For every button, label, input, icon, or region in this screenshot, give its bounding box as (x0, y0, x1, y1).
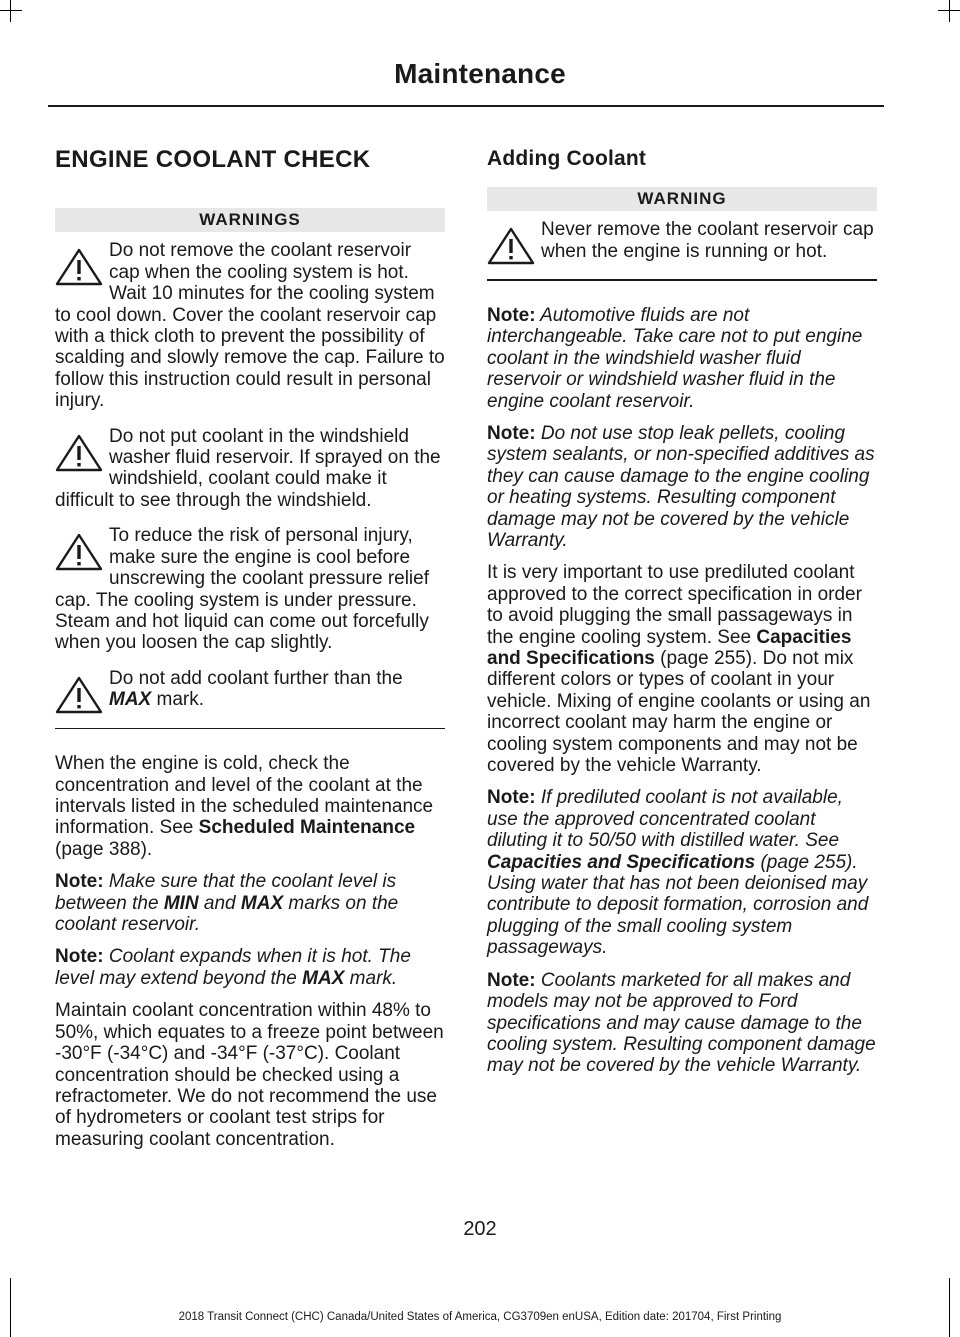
warning-item (55, 426, 445, 513)
crop-mark (938, 10, 960, 11)
warning-triangle-icon (55, 248, 103, 286)
paragraph: Maintain coolant concentration within 48% to 50%, which equates to a freeze point between -30°F (-34°C) and -34°F (-37°C). Coolant concentration should be checked using a refractometer. We do not recommend the use of hydrometers or coolant test strips for measuring coolant concentration. (55, 1000, 444, 1150)
warning-item (55, 668, 445, 715)
warning-text: Do not put coolant in the windshield washer fluid reservoir. If sprayed on the windshield, coolant could make it difficult to see through the windshield. (55, 425, 441, 511)
warnings-banner: WARNINGS (55, 208, 445, 232)
page-number: 202 (463, 1218, 497, 1240)
warnings-end-rule (55, 728, 445, 730)
section-header: Maintenance (394, 58, 566, 89)
left-column (55, 140, 445, 1161)
warning-end-rule (487, 279, 877, 281)
crop-mark (949, 1278, 950, 1337)
warning-triangle-icon (55, 533, 103, 571)
warning-text: Do not remove the coolant reservoir cap when the cooling system is hot. Wait 10 minutes for the cooling system to cool down. Cover the coolant reservoir cap with a thick cloth to prevent the possibility of scalding and slowly remove the cap. Failure to follow this instruction could result in personal injury. (55, 240, 445, 412)
warning-item (55, 525, 445, 654)
cross-reference-link[interactable]: Capacities and Specifications (487, 851, 756, 873)
footer: 2018 Transit Connect (CHC) Canada/United States of America, CG3709en enUSA, Edition date: 201704, First Printing (178, 1311, 782, 1323)
warning-item (487, 219, 877, 266)
header-rule (48, 105, 884, 107)
warning-banner: WARNING (487, 187, 877, 211)
warning-triangle-icon (55, 676, 103, 714)
subsection-title: Adding Coolant (487, 147, 647, 170)
crop-mark (0, 10, 22, 11)
note: Note: If prediluted coolant is not available, use the approved concentrated coolant diluting it to 50/50 with distilled water. See Capacities and Specifications (page 255). Using water that has not been deionised may contribute to deposit formation, corrosion and plugging of the small cooling system passageways. (487, 787, 869, 959)
cross-reference-link[interactable]: Scheduled Maintenance (198, 817, 416, 839)
note: Note: Coolant expands when it is hot. The level may extend beyond the MAX mark. (55, 946, 411, 989)
note: Note: Automotive fluids are not interchangeable. Take care not to put engine coolant in the windshield washer fluid reservoir or windshield washer fluid in the engine coolant reservoir. (487, 304, 863, 412)
page-title: ENGINE COOLANT CHECK (55, 146, 371, 173)
paragraph: It is very important to use prediluted coolant approved to the correct specification in order to avoid plugging the small passageways in the engine cooling system. See Capacities and Specifications (page 255). Do not mix different colors or types of coolant in your vehicle. Mixing of engine coolants or using an incorrect coolant may harm the engine or cooling system components and may not be covered by the vehicle Warranty. (487, 562, 871, 777)
note: Note: Coolants marketed for all makes and models may not be approved to Ford specifications and may cause damage to the cooling system. Resulting component damage may not be covered by the vehicle Warranty. (487, 969, 876, 1077)
note: Note: Do not use stop leak pellets, cooling system sealants, or non-specified additives as they can cause damage to the engine cooling or heating systems. Resulting component damage may not be covered by the vehicle Warranty. (487, 422, 875, 551)
warning-triangle-icon (487, 227, 535, 265)
warning-text: Do not add coolant further than the MAX mark. (109, 667, 403, 711)
warning-text: To reduce the risk of personal injury, make sure the engine is cool before unscrewing the coolant pressure relief cap. The cooling system is under pressure. Steam and hot liquid can come out forcefully when you loosen the cap slightly. (55, 525, 430, 654)
paragraph: When the engine is cold, check the concentration and level of the coolant at the intervals listed in the scheduled maintenance information. See Scheduled Maintenance (page 388). (55, 753, 434, 860)
note: Note: Make sure that the coolant level is between the MIN and MAX marks on the coolant reservoir. (55, 871, 399, 936)
warning-triangle-icon (55, 434, 103, 472)
warning-item (55, 240, 445, 412)
cross-reference-link[interactable]: Capacities and Specifications (487, 626, 852, 669)
right-column (487, 140, 877, 1088)
crop-mark (10, 1278, 11, 1337)
warning-text: Never remove the coolant reservoir cap when the engine is running or hot. (541, 219, 874, 262)
